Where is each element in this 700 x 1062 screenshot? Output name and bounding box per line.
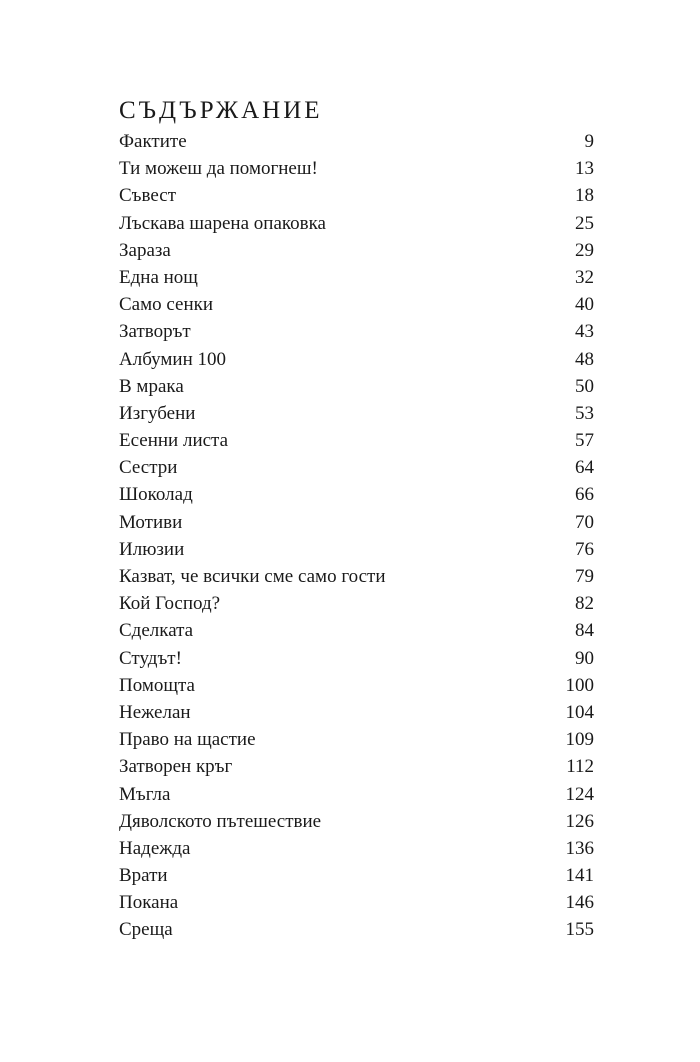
- toc-entry: [119, 509, 594, 536]
- toc-entry-page-number: 57: [575, 430, 594, 452]
- toc-entry-title: Нежелан: [119, 701, 191, 723]
- toc-entry-page-number: 104: [565, 701, 594, 723]
- toc-entry-title: В мрака: [119, 375, 184, 397]
- toc-entry: [119, 889, 594, 916]
- toc-entry-title: Сделката: [119, 620, 194, 642]
- toc-entry-page-number: 70: [575, 511, 594, 533]
- toc-entry: [119, 808, 594, 835]
- toc-entry: [119, 672, 594, 699]
- toc-entry-title: Помощта: [119, 674, 195, 696]
- toc-entry-page-number: 9: [584, 131, 594, 152]
- toc-entry-title: Шоколад: [119, 484, 193, 506]
- toc-entry-title: Само сенки: [119, 294, 214, 316]
- toc-entry-page-number: 109: [565, 729, 594, 751]
- toc-entry: [119, 346, 594, 373]
- toc-entry: [119, 318, 594, 345]
- toc-entry-title: Изгубени: [119, 402, 196, 424]
- toc-entry-page-number: 112: [566, 756, 594, 778]
- toc-entry: [119, 427, 594, 454]
- toc-entry-title: Мъгла: [119, 783, 171, 805]
- toc-entry-title: Есенни листа: [119, 430, 229, 452]
- toc-entry-page-number: 141: [565, 865, 594, 887]
- toc-entry-page-number: 50: [575, 375, 594, 397]
- toc-entry-page-number: 124: [565, 783, 594, 805]
- toc-entry: [119, 726, 594, 753]
- toc-entry-page-number: 48: [575, 348, 594, 370]
- toc-entry-title: Среща: [119, 919, 173, 941]
- toc-entry: [119, 645, 594, 672]
- toc-entry-page-number: 136: [565, 837, 594, 859]
- toc-entry-page-number: 64: [575, 457, 594, 479]
- toc-entry-page-number: 53: [575, 402, 594, 424]
- toc-entry-title: Затворът: [119, 321, 191, 343]
- toc-entry: [119, 237, 594, 264]
- toc-entry-title: Зараза: [119, 239, 171, 261]
- toc-entry-title: Казват, че всички сме само гости: [119, 566, 386, 587]
- toc-entry: [119, 590, 594, 617]
- toc-entry-title: Една нощ: [119, 266, 198, 288]
- toc-entry-page-number: 25: [575, 212, 594, 234]
- toc-entry-title: Ти можеш да помогнеш!: [119, 158, 318, 180]
- toc-entry-page-number: 84: [575, 620, 594, 642]
- toc-entry: [119, 563, 594, 590]
- toc-entry-page-number: 40: [575, 294, 594, 316]
- toc-entry-page-number: 100: [565, 674, 594, 696]
- toc-entry-title: Дяволското пътешествие: [119, 810, 322, 832]
- toc-entry: [119, 155, 594, 182]
- toc-entry-page-number: 18: [575, 185, 594, 207]
- toc-entry-page-number: 82: [575, 593, 594, 615]
- toc-entry-title: Затворен кръг: [119, 756, 233, 778]
- toc-entry: [119, 182, 594, 209]
- toc-entry-page-number: 79: [575, 566, 594, 587]
- toc-entry-page-number: 146: [565, 892, 594, 914]
- toc-entry-page-number: 76: [575, 538, 594, 560]
- toc-entry-title: Мотиви: [119, 511, 183, 533]
- toc-entry-title: Покана: [119, 892, 179, 914]
- toc-list: [119, 128, 594, 944]
- toc-entry-page-number: 155: [565, 919, 594, 941]
- toc-entry-title: Кой Господ?: [119, 593, 221, 615]
- toc-entry-title: Съвест: [119, 185, 176, 207]
- toc-entry: [119, 536, 594, 563]
- toc-entry-page-number: 43: [575, 321, 594, 343]
- toc-entry: [119, 835, 594, 862]
- toc-entry-title: Лъскава шарена опаковка: [119, 212, 326, 234]
- toc-entry-page-number: 32: [575, 266, 594, 288]
- toc-entry: [119, 264, 594, 291]
- toc-entry: [119, 128, 594, 155]
- toc-entry: [119, 617, 594, 644]
- toc-entry: [119, 373, 594, 400]
- toc-entry-page-number: 126: [565, 810, 594, 832]
- toc-entry: [119, 210, 594, 237]
- toc-entry: [119, 916, 594, 943]
- toc-entry-title: Право на щастие: [119, 729, 256, 751]
- toc-entry: [119, 699, 594, 726]
- toc-entry-title: Надежда: [119, 837, 191, 859]
- toc-entry: [119, 781, 594, 808]
- toc-entry: [119, 753, 594, 780]
- toc-entry-title: Албумин 100: [119, 348, 227, 370]
- toc-entry: [119, 862, 594, 889]
- toc-entry: [119, 481, 594, 508]
- toc-entry-page-number: 13: [575, 158, 594, 180]
- toc-entry-title: Илюзии: [119, 538, 185, 560]
- toc-entry-title: Студът!: [119, 647, 182, 669]
- toc-entry: [119, 291, 594, 318]
- toc-entry: [119, 400, 594, 427]
- toc-entry-page-number: 66: [575, 484, 594, 506]
- toc-entry-page-number: 29: [575, 239, 594, 261]
- toc-entry: [119, 454, 594, 481]
- toc-entry-title: Фактите: [119, 131, 187, 152]
- toc-entry-page-number: 90: [575, 647, 594, 669]
- toc-entry-title: Врати: [119, 865, 168, 887]
- toc-heading: СЪДЪРЖАНИЕ: [119, 97, 323, 124]
- toc-entry-title: Сестри: [119, 457, 178, 479]
